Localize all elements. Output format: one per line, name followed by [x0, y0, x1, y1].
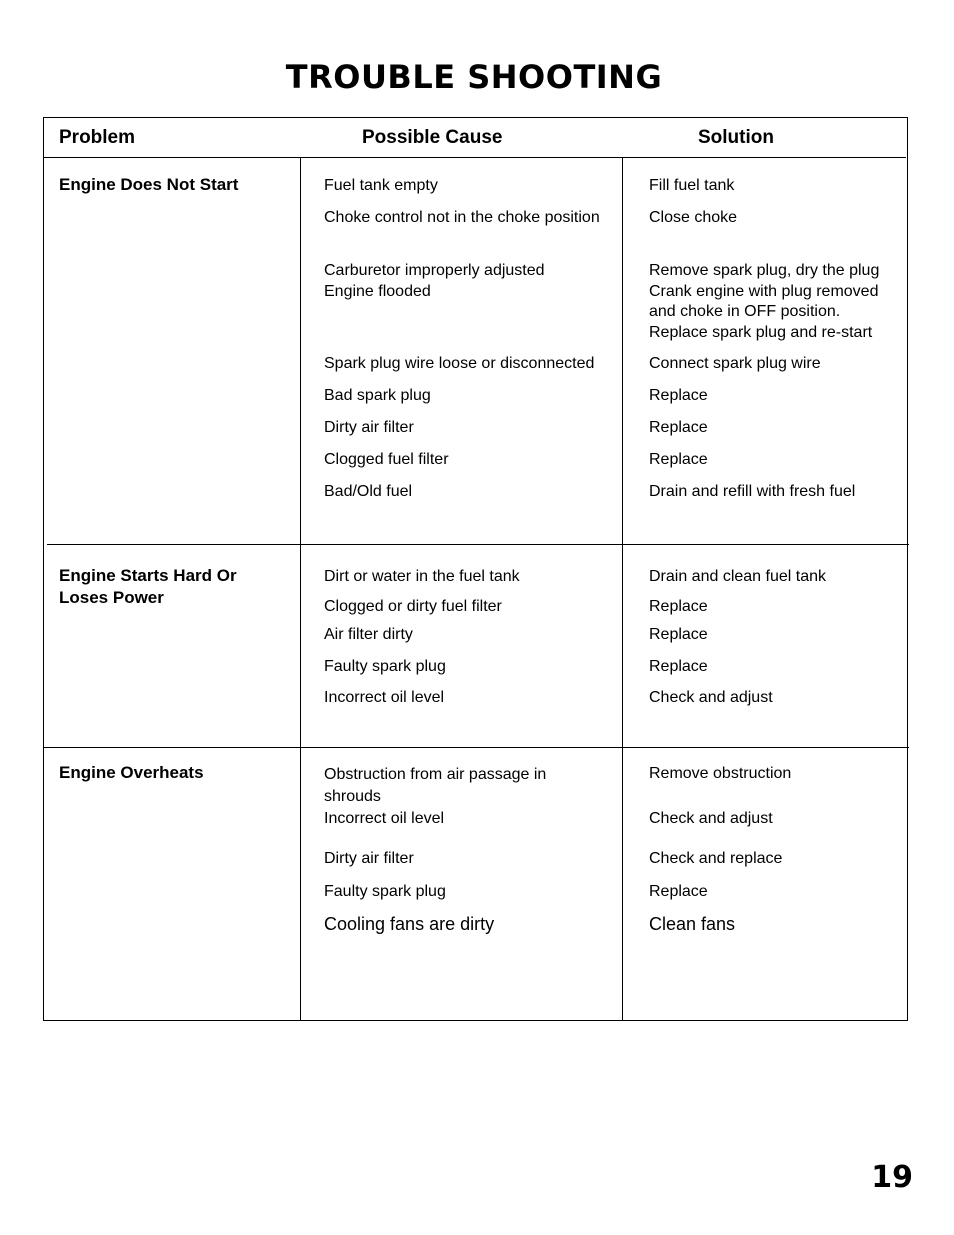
solution-cell: Replace: [649, 626, 708, 643]
cause-cell: Bad spark plug: [324, 387, 431, 404]
solution-cell: Clean fans: [649, 914, 736, 934]
solution-cell: Remove spark plug, dry the plug Crank engine with plug removed and choke in OFF position. Replace spark plug and re-start: [649, 262, 880, 341]
solution-cell: Connect spark plug wire: [649, 355, 821, 372]
header-problem: Problem: [59, 127, 136, 148]
solution-cell: Replace: [649, 598, 708, 615]
solution-cell: Check and adjust: [649, 810, 773, 827]
solution-cell: Close choke: [649, 209, 738, 226]
cause-cell: Dirty air filter: [324, 850, 414, 867]
cause-cell: Spark plug wire loose or disconnected: [324, 355, 595, 372]
solution-cell: Remove obstruction: [649, 765, 792, 782]
header-possible-cause: Possible Cause: [362, 127, 503, 148]
solution-cell: Replace: [649, 451, 708, 468]
solution-cell: Fill fuel tank: [649, 177, 735, 194]
section-divider-1: [47, 544, 909, 545]
troubleshooting-table: [43, 117, 908, 1021]
solution-cell: Check and replace: [649, 850, 783, 867]
cause-cell: Dirt or water in the fuel tank: [324, 568, 520, 585]
cause-cell: Faulty spark plug: [324, 658, 446, 675]
cause-cell: Dirty air filter: [324, 419, 414, 436]
solution-cell: Drain and refill with fresh fuel: [649, 483, 856, 500]
problem-engine-overheats: Engine Overheats: [59, 763, 204, 782]
column-divider-problem: [300, 157, 301, 1020]
header-solution: Solution: [698, 127, 774, 148]
cause-cell: Clogged fuel filter: [324, 451, 449, 468]
problem-engine-starts-hard: Engine Starts Hard Or Loses Power: [59, 566, 237, 607]
solution-cell: Check and adjust: [649, 689, 773, 706]
solution-cell: Replace: [649, 387, 708, 404]
cause-cell: Fuel tank empty: [324, 177, 438, 194]
cause-cell: Faulty spark plug: [324, 883, 446, 900]
page-title: TROUBLE SHOOTING: [285, 58, 663, 96]
solution-cell: Drain and clean fuel tank: [649, 568, 826, 585]
cause-cell: Carburetor improperly adjusted Engine flooded: [324, 262, 545, 300]
solution-cell: Replace: [649, 419, 708, 436]
page-number: 19: [871, 1160, 913, 1195]
cause-cell: Incorrect oil level: [324, 810, 445, 827]
cause-cell: Air filter dirty: [324, 626, 413, 643]
cause-cell: Choke control not in the choke position: [324, 209, 600, 226]
cause-cell: Bad/Old fuel: [324, 483, 413, 500]
cause-cell: Obstruction from air passage in shrouds: [324, 766, 547, 805]
cause-cell: Incorrect oil level: [324, 689, 445, 706]
solution-cell: Replace: [649, 883, 708, 900]
cause-cell: Cooling fans are dirty: [324, 914, 495, 934]
header-divider: [44, 157, 906, 158]
solution-cell: Replace: [649, 658, 708, 675]
section-divider-2: [44, 747, 909, 748]
problem-engine-does-not-start: Engine Does Not Start: [59, 175, 239, 194]
cause-cell: Clogged or dirty fuel filter: [324, 598, 502, 615]
